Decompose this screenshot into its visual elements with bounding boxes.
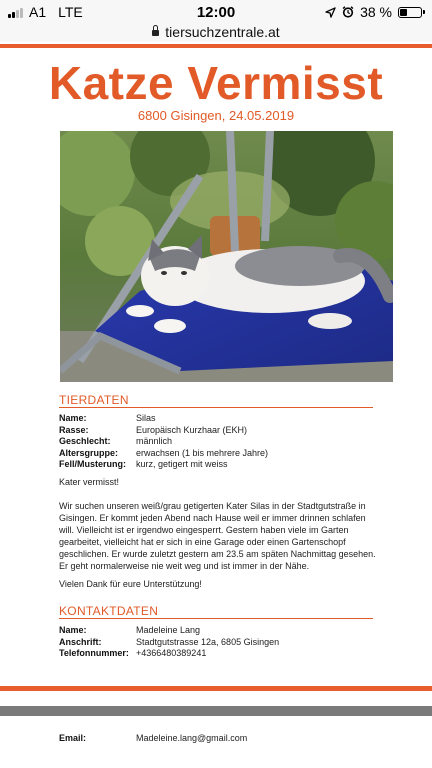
animal-section-divider <box>59 407 373 408</box>
animal-detail-row <box>59 459 268 471</box>
detail-label: Name: <box>59 413 87 423</box>
animal-detail-row <box>59 436 268 448</box>
clock: 12:00 <box>196 4 236 21</box>
contact-section-heading: KONTAKTDATEN <box>59 604 159 618</box>
network-label: LTE <box>58 4 83 20</box>
detail-value: erwachsen (1 bis mehrere Jahre) <box>136 447 269 458</box>
lock-icon <box>152 30 159 36</box>
intro-text: Kater vermisst! <box>59 477 120 487</box>
status-bar-right <box>325 4 422 20</box>
detail-value: Silas <box>136 413 156 423</box>
detail-label: Telefonnummer: <box>59 648 129 658</box>
email-link[interactable]: Madeleine.lang@gmail.com <box>136 733 248 743</box>
address-bar[interactable] <box>0 24 432 42</box>
detail-label: Rasse: <box>59 424 89 435</box>
battery-icon <box>398 7 422 18</box>
animal-detail-row <box>59 413 268 425</box>
contact-details <box>59 625 279 660</box>
animal-section-heading: TIERDATEN <box>59 393 129 407</box>
carrier-label: A1 <box>29 4 47 20</box>
animal-detail-row <box>59 448 268 460</box>
detail-value: Stadtgutstrasse 12a, 6805 Gisingen <box>136 636 280 647</box>
detail-value: kurz, getigert mit weiss <box>136 459 228 469</box>
thanks-text: Vielen Dank für eure Unterstützung! <box>59 579 202 589</box>
contact-detail-row <box>59 625 279 637</box>
detail-value: Europäisch Kurzhaar (EKH) <box>136 424 248 435</box>
email-row <box>59 733 247 745</box>
description-text: Wir suchen unseren weiß/grau getigerten Kater Silas in der Stadtgutstraße in Gisingen. Er kommt jeden Abend nach Hause weil er immer drinnen schlafen will. Vielleicht ist er irgendwo eingesperrt. Gestern haben viele im Garten gearbeitet, vielleicht hat er sich in eine Garage oder einen Gartenschopf geschlichen. Er wurde zuletzt gestern am 23.5 am späten Nachmittag gesehen. Er geht normalerweise nie weit weg und ist immer in der Nähe. <box>59 501 376 571</box>
header-accent-bar <box>0 44 432 48</box>
email-label: Email: <box>59 733 87 743</box>
footer-gray-bar <box>0 706 432 716</box>
detail-label: Geschlecht: <box>59 436 111 446</box>
location-arrow-icon <box>325 7 336 18</box>
detail-value: Madeleine Lang <box>136 625 201 635</box>
contact-detail-row <box>59 637 279 649</box>
contact-section-divider <box>59 618 373 619</box>
url-text: tiersuchzentrale.at <box>165 24 280 40</box>
cat-photo <box>60 131 393 382</box>
footer-accent-bar <box>0 686 432 691</box>
page-subtitle: 6800 Gisingen, 24.05.2019 <box>137 108 295 123</box>
cat-photo-illustration <box>60 131 393 382</box>
phone-link[interactable]: +4366480389241 <box>136 648 207 658</box>
animal-details <box>59 413 268 471</box>
page-title: Katze Vermisst <box>48 57 384 109</box>
status-bar <box>0 0 432 24</box>
animal-detail-row <box>59 425 268 437</box>
detail-label: Fell/Musterung: <box>59 459 126 469</box>
detail-value: männlich <box>136 436 173 446</box>
battery-percent: 38 % <box>360 4 392 20</box>
contact-detail-row <box>59 733 247 745</box>
detail-label: Name: <box>59 625 87 635</box>
detail-label: Altersgruppe: <box>59 447 119 458</box>
alarm-icon <box>342 6 354 18</box>
detail-label: Anschrift: <box>59 636 102 647</box>
contact-detail-row <box>59 648 279 660</box>
